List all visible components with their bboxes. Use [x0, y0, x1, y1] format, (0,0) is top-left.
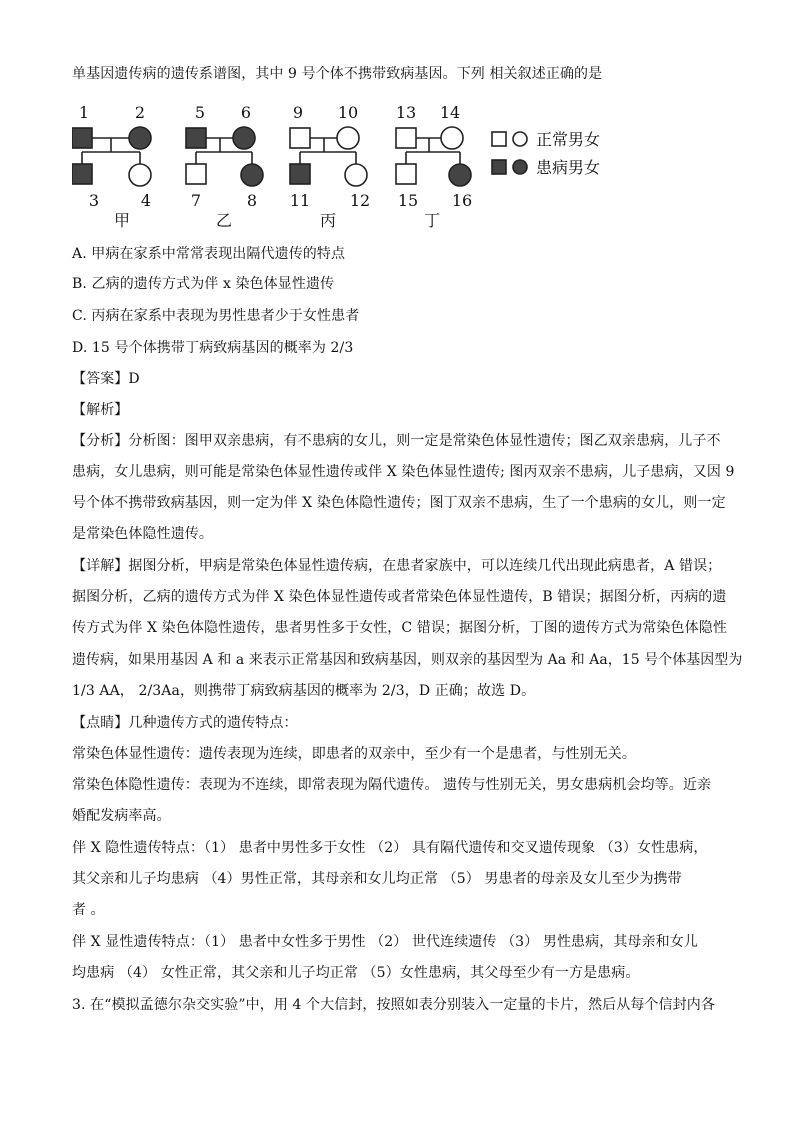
- label-1: 1: [78, 103, 90, 122]
- label-8: 8: [246, 191, 258, 210]
- fenxi-label: 【分析】: [72, 433, 129, 449]
- fenxi-line-2: 患病，女儿患病，则可能是常染色体显性遗传或伴 X 染色体显性遗传; 图丙双亲不患病，儿子患病，又因 9: [72, 464, 735, 480]
- pedigree-diagram: [72, 96, 632, 236]
- label-9: 9: [292, 103, 304, 122]
- fenxi-line-4: 是常染色体隐性遗传。: [72, 526, 213, 542]
- fenxi-line-3: 号个体不携带致病基因，则一定为伴 X 染色体隐性遗传；图丁双亲不患病，生了一个患病的女儿，则一定: [72, 495, 726, 511]
- legend-affected-male-icon: [492, 160, 506, 174]
- individual-2-affected-female: [129, 127, 151, 149]
- fenxi-line-1: [72, 431, 721, 451]
- label-2: 2: [134, 103, 146, 122]
- legend-normal-male-icon: [492, 132, 506, 146]
- individual-9-normal-male: [290, 128, 310, 148]
- xiangjie-line-5: 1/3 AA， 2/3Aa，则携带丁病致病基因的概率为 2/3，D 正确；故选 D。: [72, 683, 536, 699]
- fenxi-text-1: 分析图：图甲双亲患病，有不患病的女儿，则一定是常染色体显性遗传；图乙双亲患病，儿子不: [128, 433, 721, 449]
- legend-normal-label: 正常男女: [536, 130, 601, 149]
- individual-11-affected-male: [290, 164, 310, 184]
- individual-7-normal-male: [186, 164, 206, 184]
- label-16: 16: [451, 191, 473, 210]
- question-stem: 单基因遗传病的遗传系谱图，其中 9 号个体不携带致病基因。下列 相关叙述正确的是: [72, 66, 603, 82]
- individual-3-affected-male: [72, 164, 92, 184]
- individual-4-normal-female: [129, 164, 151, 186]
- label-10: 10: [337, 103, 359, 122]
- xiangjie-text-1: 据图分析，甲病是常染色体显性遗传病，在患者家族中，可以连续几代出现此病患者，A 错误；: [128, 558, 722, 574]
- individual-5-affected-male: [186, 128, 206, 148]
- individual-13-normal-male: [396, 128, 416, 148]
- xiangjie-line-4: 遗传病，如果用基因 A 和 a 来表示正常基因和致病基因，则双亲的基因型为 Aa 和 Aa，15 号个体基因型为: [72, 652, 743, 668]
- legend-affected-label: 患病男女: [536, 158, 601, 177]
- individual-12-normal-female: [345, 164, 367, 186]
- label-12: 12: [349, 191, 371, 210]
- answer-value: D: [128, 371, 140, 387]
- dianjing-line-6: 其父亲和儿子均患病 （4）男性正常，其母亲和女儿均正常 （5） 男患者的母亲及女儿至少为携带: [72, 871, 682, 887]
- answer-line: [72, 369, 140, 389]
- dianjing-line-8: 伴 X 显性遗传特点：（1） 患者中女性多于男性 （2） 世代连续遗传 （3） 男性患病，其母亲和女儿: [72, 934, 698, 950]
- dianjing-text-1: 几种遗传方式的遗传特点：: [128, 715, 298, 731]
- option-d: D. 15 号个体携带丁病致病基因的概率为 2/3: [72, 340, 354, 356]
- analysis-header: 【解析】: [72, 402, 129, 418]
- family-name-yi: 乙: [215, 211, 233, 230]
- family-name-jia: 甲: [113, 211, 131, 230]
- individual-14-normal-female: [441, 127, 463, 149]
- individual-8-affected-female: [241, 164, 263, 186]
- dianjing-line-4: 婚配发病率高。: [72, 808, 171, 824]
- dianjing-label: 【点睛】: [72, 715, 129, 731]
- label-3: 3: [88, 191, 100, 210]
- label-11: 11: [289, 191, 311, 210]
- legend-normal-female-icon: [513, 132, 527, 146]
- label-7: 7: [190, 191, 202, 210]
- family-name-bing: 丙: [319, 211, 337, 230]
- label-6: 6: [240, 103, 252, 122]
- option-a: A. 甲病在家系中常常表现出隔代遗传的特点: [72, 246, 346, 262]
- answer-label: 【答案】: [72, 371, 129, 387]
- label-15: 15: [397, 191, 419, 210]
- next-question: 3. 在“模拟孟德尔杂交实验”中，用 4 个大信封，按照如表分别装入一定量的卡片，然后从每个信封内各: [72, 997, 715, 1013]
- xiangjie-line-3: 传方式为伴 X 染色体隐性遗传，患者男性多于女性，C 错误；据图分析，丁图的遗传方式为常染色体隐性: [72, 620, 727, 636]
- dianjing-line-7: 者 。: [72, 902, 105, 918]
- xiangjie-line-1: [72, 556, 721, 576]
- individual-10-normal-female: [337, 127, 359, 149]
- xiangjie-label: 【详解】: [72, 558, 129, 574]
- dianjing-line-1: [72, 713, 298, 733]
- individual-6-affected-female: [233, 127, 255, 149]
- legend-affected-female-icon: [513, 160, 527, 174]
- individual-1-affected-male: [72, 128, 92, 148]
- option-b: B. 乙病的遗传方式为伴 x 染色体显性遗传: [72, 276, 335, 292]
- individual-15-normal-male: [396, 164, 416, 184]
- dianjing-line-3: 常染色体隐性遗传：表现为不连续，即常表现为隔代遗传。 遗传与性别无关，男女患病机会均等。近亲: [72, 777, 712, 793]
- xiangjie-line-2: 据图分析，乙病的遗传方式为伴 X 染色体显性遗传或者常染色体显性遗传，B 错误；据图分析，丙病的遗: [72, 589, 727, 605]
- option-c: C. 丙病在家系中表现为男性患者少于女性患者: [72, 308, 360, 324]
- dianjing-line-5: 伴 X 隐性遗传特点：（1） 患者中男性多于女性 （2） 具有隔代遗传和交叉遗传现象 （3）女性患病，: [72, 840, 708, 856]
- dianjing-line-2: 常染色体显性遗传：遗传表现为连续，即患者的双亲中，至少有一个是患者，与性别无关。: [72, 746, 636, 762]
- label-5: 5: [194, 103, 206, 122]
- individual-16-affected-female: [449, 164, 471, 186]
- family-name-ding: 丁: [423, 211, 441, 230]
- label-14: 14: [439, 103, 461, 122]
- label-13: 13: [395, 103, 417, 122]
- dianjing-line-9: 均患病 （4） 女性正常，其父亲和儿子均正常 （5）女性患病，其父母至少有一方是患病。: [72, 965, 640, 981]
- label-4: 4: [140, 191, 152, 210]
